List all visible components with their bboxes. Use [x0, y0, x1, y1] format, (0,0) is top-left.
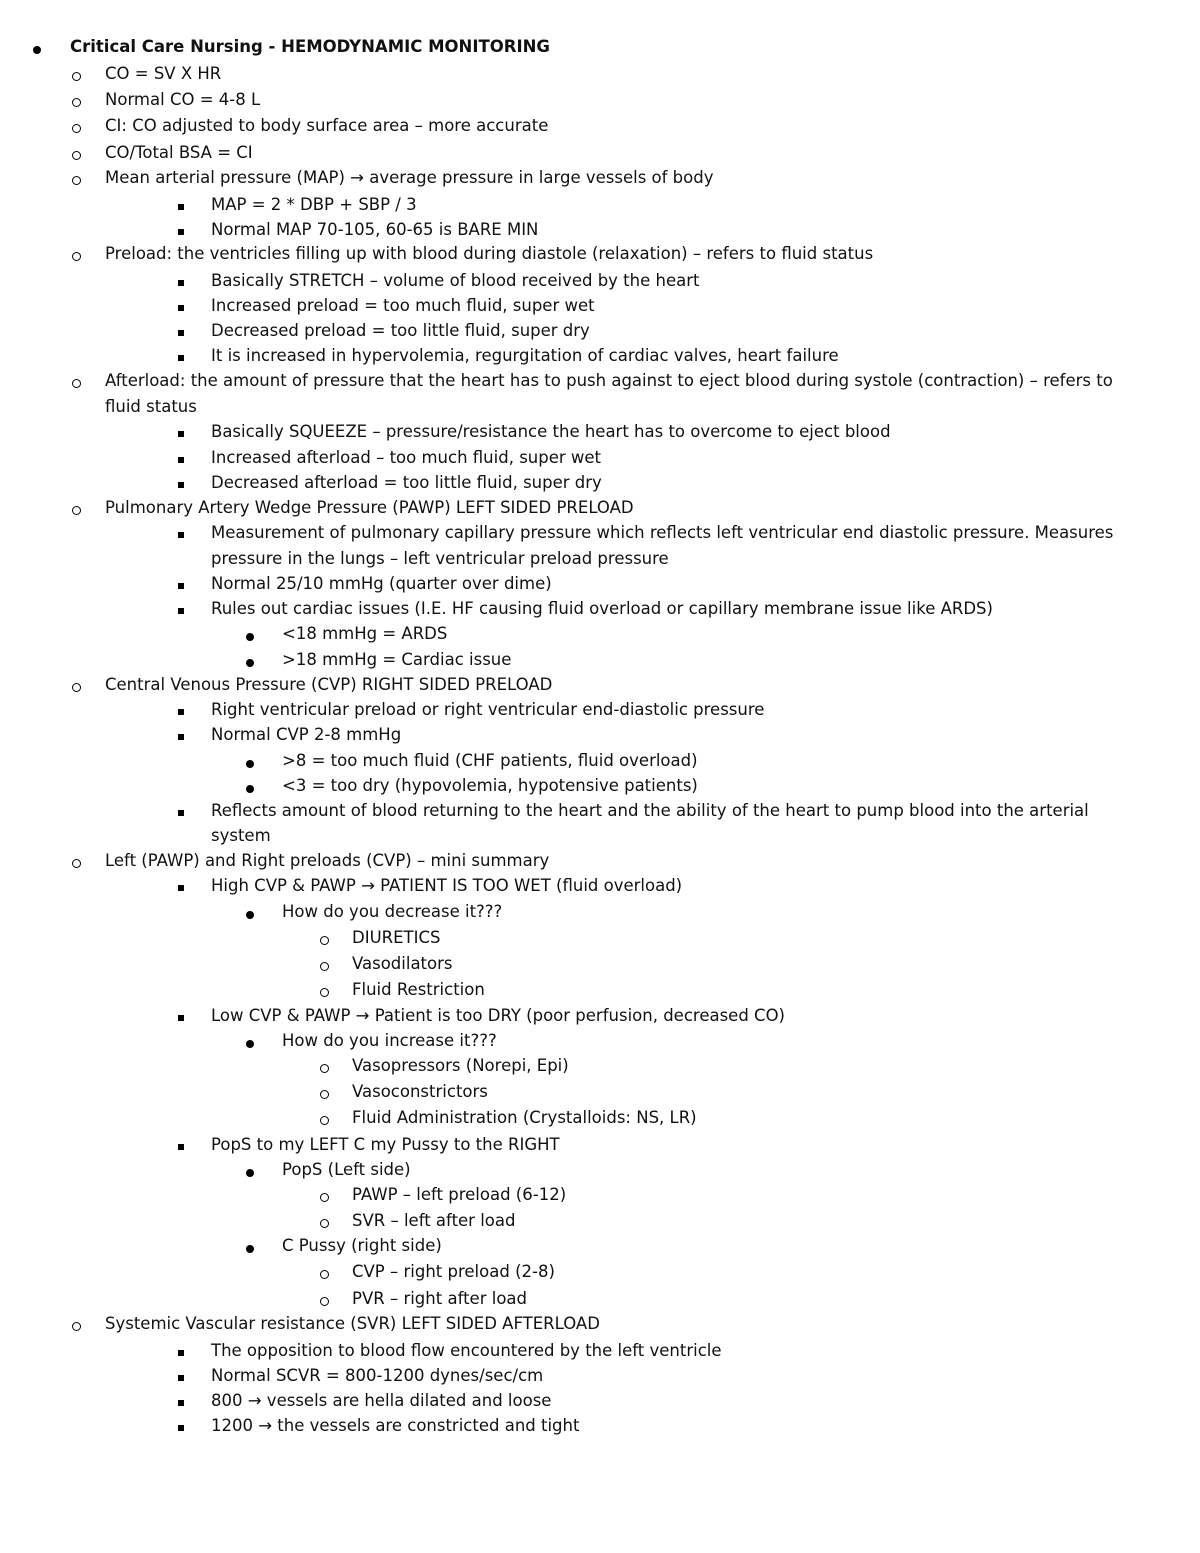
- bullet-square: [178, 876, 184, 895]
- bullet-square: [178, 523, 184, 542]
- bullet-square: [178, 271, 184, 290]
- bullet-circle: [320, 1262, 329, 1283]
- document-title: Critical Care Nursing - HEMODYNAMIC MONITORING: [70, 37, 550, 56]
- outline-text: Right ventricular preload or right ventricular end-diastolic pressure: [211, 700, 765, 719]
- outline-text: Increased afterload – too much fluid, super wet: [211, 448, 602, 467]
- bullet-disc: [246, 1031, 254, 1052]
- outline-text: >18 mmHg = Cardiac issue: [282, 650, 512, 669]
- outline-text: Afterload: the amount of pressure that the heart has to push against to eject blood during systole (contraction) – refers to: [105, 371, 1113, 390]
- bullet-square: [178, 700, 184, 719]
- bullet-disc: [246, 650, 254, 671]
- outline-text: MAP = 2 * DBP + SBP / 3: [211, 195, 417, 214]
- bullet-circle: [320, 954, 329, 975]
- outline-text: It is increased in hypervolemia, regurgitation of cardiac valves, heart failure: [211, 346, 839, 365]
- outline-text: Central Venous Pressure (CVP) RIGHT SIDED PRELOAD: [105, 675, 553, 694]
- outline-text: Systemic Vascular resistance (SVR) LEFT SIDED AFTERLOAD: [105, 1314, 600, 1333]
- outline-text: High CVP & PAWP → PATIENT IS TOO WET (fluid overload): [211, 876, 683, 895]
- outline-text: C Pussy (right side): [282, 1236, 442, 1255]
- bullet-disc: [246, 1236, 254, 1257]
- outline-text: >8 = too much fluid (CHF patients, fluid overload): [282, 751, 698, 770]
- bullet-circle: [72, 371, 81, 392]
- bullet-circle: [72, 851, 81, 872]
- outline-text: How do you decrease it???: [282, 902, 503, 921]
- bullet-square: [178, 1391, 184, 1410]
- bullet-circle: [72, 90, 81, 111]
- bullet-circle: [320, 1185, 329, 1206]
- bullet-circle: [72, 116, 81, 137]
- bullet-square: [178, 296, 184, 315]
- bullet-circle: [320, 1108, 329, 1129]
- bullet-square: [178, 1135, 184, 1154]
- bullet-square: [178, 599, 184, 618]
- bullet-circle: [320, 980, 329, 1001]
- bullet-square: [178, 1006, 184, 1025]
- outline-text: <3 = too dry (hypovolemia, hypotensive patients): [282, 776, 698, 795]
- outline-text: Reflects amount of blood returning to the heart and the ability of the heart to pump blood into the arterial: [211, 801, 1089, 820]
- outline-text: PVR – right after load: [352, 1289, 527, 1308]
- outline-text: Decreased afterload = too little fluid, super dry: [211, 473, 602, 492]
- outline-text: Fluid Administration (Crystalloids: NS, LR): [352, 1108, 697, 1127]
- bullet-square: [178, 1366, 184, 1385]
- outline-text: Low CVP & PAWP → Patient is too DRY (poor perfusion, decreased CO): [211, 1006, 785, 1025]
- outline-text: CO = SV X HR: [105, 64, 222, 83]
- bullet-circle: [72, 244, 81, 265]
- outline-text: Vasoconstrictors: [352, 1082, 488, 1101]
- bullet-square: [178, 574, 184, 593]
- outline-text: Decreased preload = too little fluid, super dry: [211, 321, 590, 340]
- bullet-circle: [72, 168, 81, 189]
- bullet-circle: [320, 928, 329, 949]
- bullet-circle: [320, 1289, 329, 1310]
- bullet-disc: [246, 902, 254, 923]
- bullet-square: [178, 195, 184, 214]
- bullet-circle: [320, 1211, 329, 1232]
- outline-text: Measurement of pulmonary capillary pressure which reflects left ventricular end diastolic pressure. Measures: [211, 523, 1114, 542]
- bullet-circle: [72, 675, 81, 696]
- bullet-circle: [72, 498, 81, 519]
- outline-text: fluid status: [105, 397, 197, 416]
- outline-text: Left (PAWP) and Right preloads (CVP) – mini summary: [105, 851, 550, 870]
- bullet-circle: [320, 1082, 329, 1103]
- outline-text: Normal MAP 70-105, 60-65 is BARE MIN: [211, 220, 539, 239]
- outline-text: PAWP – left preload (6-12): [352, 1185, 567, 1204]
- bullet-square: [178, 1416, 184, 1435]
- bullet-square: [178, 321, 184, 340]
- outline-text: How do you increase it???: [282, 1031, 497, 1050]
- outline-text: Normal 25/10 mmHg (quarter over dime): [211, 574, 552, 593]
- outline-text: system: [211, 826, 271, 845]
- outline-text: DIURETICS: [352, 928, 441, 947]
- bullet-disc: [246, 776, 254, 797]
- outline-text: Rules out cardiac issues (I.E. HF causing fluid overload or capillary membrane issue like ARDS): [211, 599, 993, 618]
- bullet-disc: [33, 37, 41, 58]
- bullet-circle: [72, 143, 81, 164]
- outline-text: Basically SQUEEZE – pressure/resistance the heart has to overcome to eject blood: [211, 422, 891, 441]
- bullet-disc: [246, 624, 254, 645]
- outline-text: Mean arterial pressure (MAP) → average pressure in large vessels of body: [105, 168, 714, 187]
- outline-text: 800 → vessels are hella dilated and loose: [211, 1391, 552, 1410]
- outline-text: Normal CVP 2-8 mmHg: [211, 725, 402, 744]
- bullet-square: [178, 473, 184, 492]
- bullet-disc: [246, 751, 254, 772]
- bullet-square: [178, 220, 184, 239]
- bullet-square: [178, 422, 184, 441]
- outline-text: Increased preload = too much fluid, super wet: [211, 296, 595, 315]
- bullet-circle: [72, 64, 81, 85]
- bullet-square: [178, 801, 184, 820]
- outline-text: CVP – right preload (2-8): [352, 1262, 555, 1281]
- outline-text: Normal CO = 4-8 L: [105, 90, 261, 109]
- outline-text: CI: CO adjusted to body surface area – more accurate: [105, 116, 549, 135]
- bullet-square: [178, 725, 184, 744]
- outline-text: Fluid Restriction: [352, 980, 485, 999]
- outline-text: The opposition to blood flow encountered by the left ventricle: [211, 1341, 722, 1360]
- outline-text: Basically STRETCH – volume of blood received by the heart: [211, 271, 700, 290]
- outline-text: CO/Total BSA = CI: [105, 143, 253, 162]
- outline-text: Preload: the ventricles filling up with blood during diastole (relaxation) – refers to fluid status: [105, 244, 874, 263]
- outline-text: <18 mmHg = ARDS: [282, 624, 448, 643]
- bullet-disc: [246, 1160, 254, 1181]
- outline-text: Vasodilators: [352, 954, 453, 973]
- outline-text: PopS (Left side): [282, 1160, 411, 1179]
- outline-text: pressure in the lungs – left ventricular preload pressure: [211, 549, 669, 568]
- bullet-circle: [72, 1314, 81, 1335]
- outline-text: PopS to my LEFT C my Pussy to the RIGHT: [211, 1135, 560, 1154]
- outline-text: SVR – left after load: [352, 1211, 516, 1230]
- bullet-square: [178, 448, 184, 467]
- outline-text: Vasopressors (Norepi, Epi): [352, 1056, 569, 1075]
- outline-text: Pulmonary Artery Wedge Pressure (PAWP) LEFT SIDED PRELOAD: [105, 498, 634, 517]
- bullet-circle: [320, 1056, 329, 1077]
- outline-text: Normal SCVR = 800-1200 dynes/sec/cm: [211, 1366, 544, 1385]
- bullet-square: [178, 346, 184, 365]
- bullet-square: [178, 1341, 184, 1360]
- outline-text: 1200 → the vessels are constricted and tight: [211, 1416, 580, 1435]
